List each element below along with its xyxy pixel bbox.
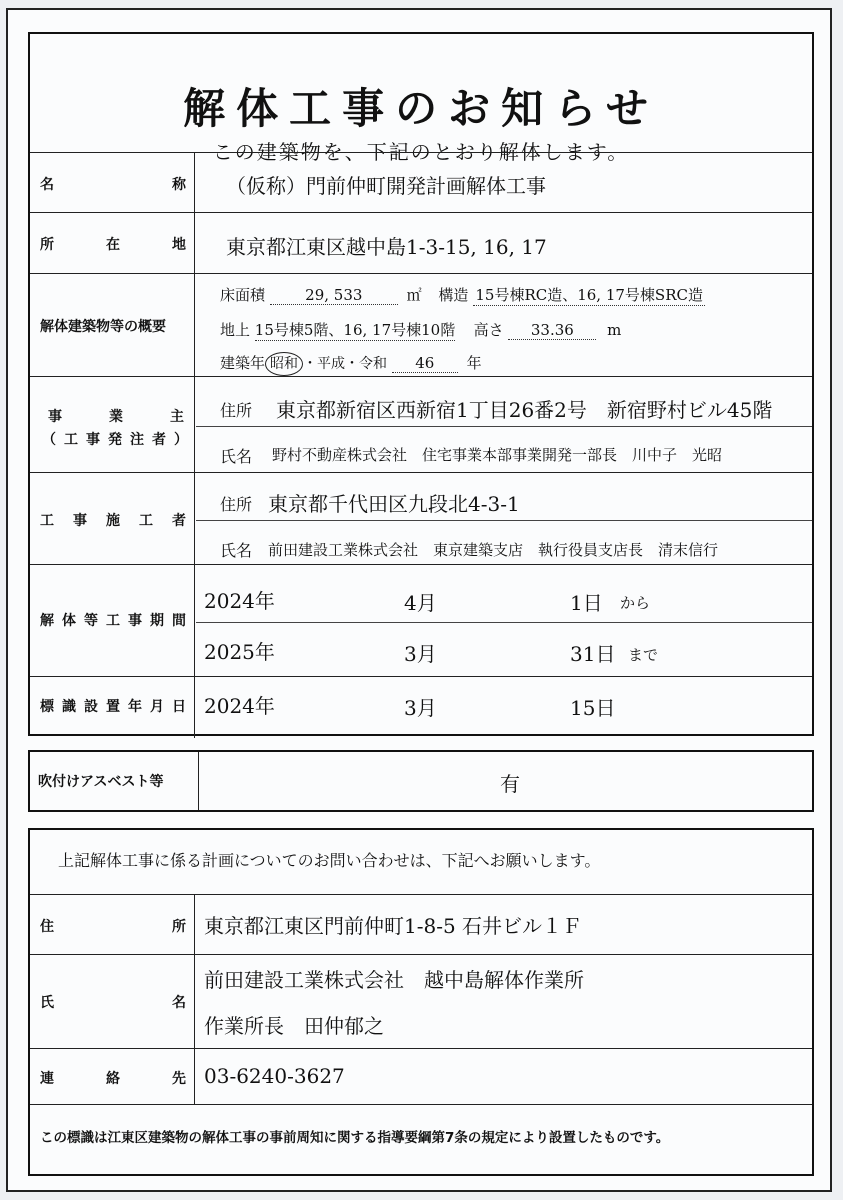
sign-date-label: 標識設置年月日	[40, 699, 186, 715]
contractor-label: 工事施工者	[40, 513, 186, 529]
floors-line: 地上 15号棟5階、16, 17号棟10階 高さ 33.36 m	[220, 321, 622, 339]
contact-address: 東京都江東区門前仲町1-8-5 石井ビル１Ｆ	[204, 914, 583, 938]
project-name: （仮称）門前仲町開発計画解体工事	[226, 174, 546, 198]
owner-address: 東京都新宿区西新宿1丁目26番2号 新宿野村ビル45階	[276, 398, 773, 422]
owner-label: 事業主	[48, 409, 184, 425]
period-end-year: 2025年	[204, 640, 275, 664]
period-start-suffix: から	[620, 594, 651, 612]
footer-note: この標識は江東区建築物の解体工事の事前周知に関する指導要綱第7条の規定により設置したものです。	[40, 1130, 670, 1146]
floor-area-line: 床面積 29, 533 ㎡ 構造 15号棟RC造、16, 17号棟SRC造	[220, 284, 705, 306]
contact-table	[28, 828, 814, 1176]
contact-phone: 03-6240-3627	[204, 1064, 345, 1088]
contact-name-person: 作業所長 田仲郁之	[204, 1014, 384, 1038]
contractor-name-label: 氏名	[220, 541, 253, 560]
notice-board	[6, 8, 832, 1192]
asbestos-table	[28, 750, 814, 812]
owner-name-label: 氏名	[220, 447, 253, 466]
contractor-address: 東京都千代田区九段北4-3-1	[268, 492, 520, 516]
sign-date-month: 3月	[404, 696, 437, 720]
owner-sublabel: （工事発注者）	[42, 432, 188, 448]
page-subtitle: この建築物を、下記のとおり解体します。	[212, 140, 630, 164]
period-start-day: 1日	[570, 591, 603, 615]
period-end-day: 31日	[570, 642, 616, 666]
contact-name-company: 前田建設工業株式会社 越中島解体作業所	[204, 968, 584, 992]
name-label: 名称	[40, 177, 186, 193]
main-table	[28, 32, 814, 736]
period-start-year: 2024年	[204, 589, 275, 613]
period-end-month: 3月	[404, 642, 437, 666]
sign-date-day: 15日	[570, 696, 616, 720]
contractor-address-label: 住所	[220, 495, 253, 514]
era-selected: 昭和	[265, 352, 303, 376]
period-end-suffix: まで	[628, 646, 659, 664]
contact-address-label: 住所	[40, 919, 186, 935]
sign-date-year: 2024年	[204, 694, 275, 718]
contractor-name: 前田建設工業株式会社 東京建築支店 執行役員支店長 清末信行	[268, 541, 719, 559]
period-start-month: 4月	[404, 591, 437, 615]
page-title: 解体工事のお知らせ	[183, 84, 659, 133]
owner-name: 野村不動産株式会社 住宅事業本部事業開発一部長 川中子 光昭	[272, 446, 723, 464]
location-label: 所在地	[40, 237, 186, 253]
owner-address-label: 住所	[220, 401, 253, 420]
asbestos-value: 有	[500, 772, 520, 796]
contact-intro: 上記解体工事に係る計画についてのお問い合わせは、下記へお願いします。	[58, 851, 601, 870]
location-value: 東京都江東区越中島1-3-15, 16, 17	[226, 235, 547, 259]
overview-label: 解体建築物等の概要	[40, 319, 166, 335]
period-label: 解体等工事期間	[40, 613, 186, 629]
contact-name-label: 氏名	[40, 995, 186, 1011]
contact-phone-label: 連絡先	[40, 1071, 186, 1087]
asbestos-label: 吹付けアスベスト等	[38, 774, 164, 790]
build-year-line: 建築年 昭和 ・平成・令和 46 年	[220, 352, 482, 376]
